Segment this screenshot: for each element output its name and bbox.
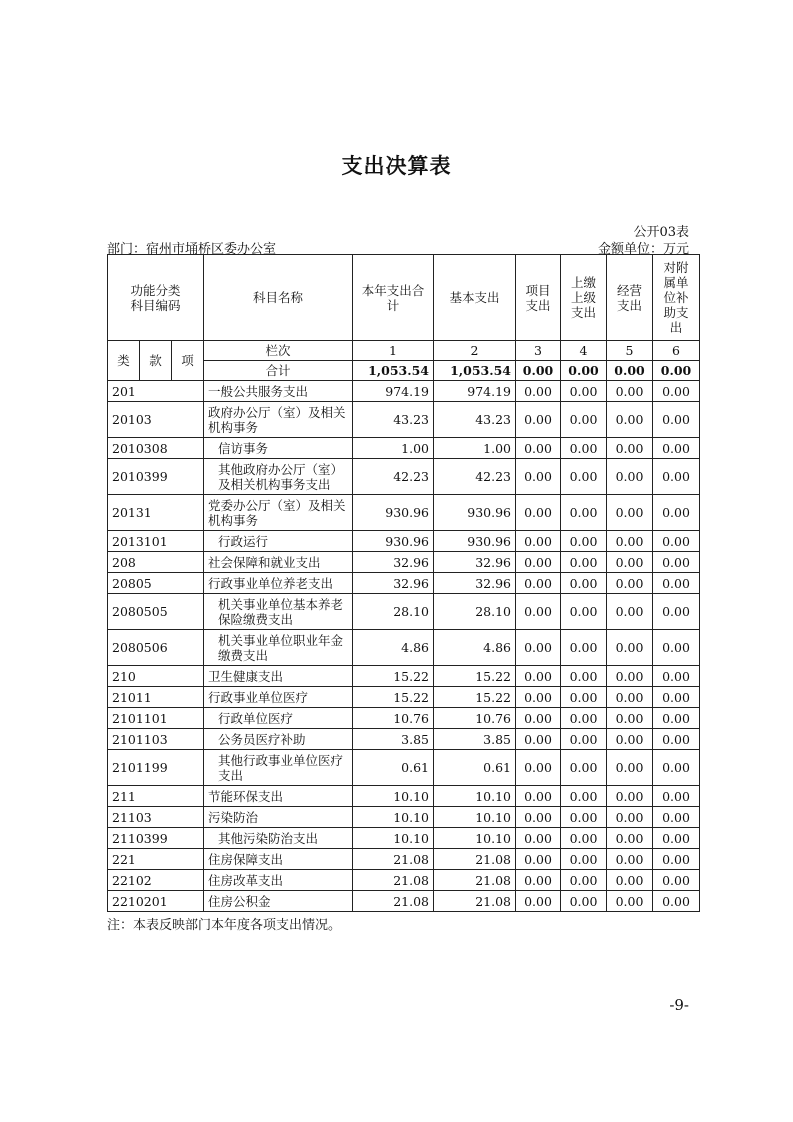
value-cell-4: 0.00 [561,786,607,807]
name-cell: 信访事务 [204,438,353,459]
value-cell-4: 0.00 [561,402,607,438]
value-cell-4: 0.00 [561,807,607,828]
value-cell-6: 0.00 [653,594,700,630]
code-cell: 2101199 [108,750,204,786]
value-cell-5: 0.00 [607,531,653,552]
table-row [108,891,700,912]
table-row [108,594,700,630]
col-num-4: 4 [561,341,607,361]
value-cell-6: 0.00 [653,891,700,912]
code-cell: 22102 [108,870,204,891]
total-value-4: 0.00 [561,361,607,381]
code-cell: 208 [108,552,204,573]
code-cell: 21103 [108,807,204,828]
value-cell-4: 0.00 [561,438,607,459]
code-cell: 2110399 [108,828,204,849]
value-cell-6: 0.00 [653,807,700,828]
value-cell-4: 0.00 [561,666,607,687]
table-row [108,531,700,552]
department-label: 部门：宿州市埇桥区委办公室 [107,242,277,257]
header-project: 项目支出 [516,255,561,341]
name-cell: 机关事业单位基本养老保险缴费支出 [204,594,353,630]
value-cell-5: 0.00 [607,381,653,402]
name-cell: 公务员医疗补助 [204,729,353,750]
header-lei: 类 [108,341,140,381]
value-cell-1: 42.23 [353,459,434,495]
table-row [108,666,700,687]
value-cell-3: 0.00 [516,786,561,807]
value-cell-5: 0.00 [607,870,653,891]
value-cell-2: 930.96 [434,495,516,531]
value-cell-5: 0.00 [607,495,653,531]
value-cell-3: 0.00 [516,870,561,891]
value-cell-2: 10.10 [434,786,516,807]
value-cell-1: 10.10 [353,807,434,828]
table-note: 注：本表反映部门本年度各项支出情况。 [107,918,342,933]
value-cell-5: 0.00 [607,828,653,849]
code-cell: 2080506 [108,630,204,666]
total-value-6: 0.00 [653,361,700,381]
value-cell-3: 0.00 [516,381,561,402]
value-cell-2: 1.00 [434,438,516,459]
header-upper: 上缴上级支出 [561,255,607,341]
value-cell-5: 0.00 [607,849,653,870]
code-cell: 2101101 [108,708,204,729]
table-row [108,630,700,666]
name-cell: 行政事业单位养老支出 [204,573,353,594]
value-cell-4: 0.00 [561,459,607,495]
table-row [108,687,700,708]
table-row [108,828,700,849]
value-cell-1: 10.10 [353,786,434,807]
code-cell: 2210201 [108,891,204,912]
name-cell: 卫生健康支出 [204,666,353,687]
value-cell-1: 3.85 [353,729,434,750]
value-cell-1: 4.86 [353,630,434,666]
name-cell: 住房保障支出 [204,849,353,870]
name-cell: 其他污染防治支出 [204,828,353,849]
expenditure-table [107,254,700,912]
value-cell-2: 10.10 [434,807,516,828]
table-row [108,381,700,402]
value-cell-1: 32.96 [353,552,434,573]
col-num-6: 6 [653,341,700,361]
header-name: 科目名称 [204,255,353,341]
value-cell-1: 21.08 [353,849,434,870]
table-row [108,495,700,531]
value-cell-1: 974.19 [353,381,434,402]
code-cell: 210 [108,666,204,687]
value-cell-2: 21.08 [434,870,516,891]
value-cell-4: 0.00 [561,594,607,630]
table-row [108,402,700,438]
header-xiang: 项 [172,341,204,381]
name-cell: 党委办公厅（室）及相关机构事务 [204,495,353,531]
value-cell-6: 0.00 [653,687,700,708]
value-cell-5: 0.00 [607,402,653,438]
value-cell-2: 0.61 [434,750,516,786]
value-cell-1: 28.10 [353,594,434,630]
value-cell-6: 0.00 [653,459,700,495]
value-cell-5: 0.00 [607,594,653,630]
name-cell: 污染防治 [204,807,353,828]
value-cell-2: 21.08 [434,849,516,870]
value-cell-3: 0.00 [516,402,561,438]
code-cell: 2080505 [108,594,204,630]
value-cell-2: 42.23 [434,459,516,495]
col-num-1: 1 [353,341,434,361]
value-cell-6: 0.00 [653,531,700,552]
value-cell-3: 0.00 [516,729,561,750]
value-cell-3: 0.00 [516,849,561,870]
value-cell-1: 15.22 [353,666,434,687]
total-value-5: 0.00 [607,361,653,381]
table-row [108,708,700,729]
value-cell-4: 0.00 [561,729,607,750]
name-cell: 一般公共服务支出 [204,381,353,402]
name-cell: 其他政府办公厅（室）及相关机构事务支出 [204,459,353,495]
value-cell-4: 0.00 [561,630,607,666]
col-num-3: 3 [516,341,561,361]
code-cell: 201 [108,381,204,402]
value-cell-6: 0.00 [653,495,700,531]
header-basic: 基本支出 [434,255,516,341]
total-label: 合计 [204,361,353,381]
code-cell: 20805 [108,573,204,594]
code-cell: 2010308 [108,438,204,459]
code-cell: 2101103 [108,729,204,750]
table-row [108,552,700,573]
value-cell-6: 0.00 [653,849,700,870]
value-cell-3: 0.00 [516,828,561,849]
value-cell-5: 0.00 [607,807,653,828]
header-business: 经营支出 [607,255,653,341]
value-cell-3: 0.00 [516,552,561,573]
value-cell-6: 0.00 [653,552,700,573]
value-cell-3: 0.00 [516,807,561,828]
total-value-3: 0.00 [516,361,561,381]
name-cell: 其他行政事业单位医疗支出 [204,750,353,786]
value-cell-6: 0.00 [653,438,700,459]
value-cell-6: 0.00 [653,402,700,438]
value-cell-3: 0.00 [516,594,561,630]
value-cell-4: 0.00 [561,552,607,573]
table-row [108,807,700,828]
table-row [108,849,700,870]
value-cell-2: 43.23 [434,402,516,438]
value-cell-4: 0.00 [561,708,607,729]
value-cell-5: 0.00 [607,891,653,912]
value-cell-3: 0.00 [516,891,561,912]
name-cell: 政府办公厅（室）及相关机构事务 [204,402,353,438]
value-cell-4: 0.00 [561,849,607,870]
value-cell-3: 0.00 [516,573,561,594]
name-cell: 社会保障和就业支出 [204,552,353,573]
value-cell-4: 0.00 [561,531,607,552]
value-cell-3: 0.00 [516,666,561,687]
value-cell-1: 15.22 [353,687,434,708]
value-cell-4: 0.00 [561,573,607,594]
col-num-2: 2 [434,341,516,361]
value-cell-2: 15.22 [434,687,516,708]
unit-label: 金额单位：万元 [597,242,689,257]
value-cell-1: 0.61 [353,750,434,786]
name-cell: 行政运行 [204,531,353,552]
value-cell-4: 0.00 [561,687,607,708]
header-kuan: 款 [140,341,172,381]
header-lanci: 栏次 [204,341,353,361]
value-cell-6: 0.00 [653,708,700,729]
value-cell-4: 0.00 [561,495,607,531]
value-cell-4: 0.00 [561,891,607,912]
column-number-row [108,341,700,361]
value-cell-6: 0.00 [653,870,700,891]
value-cell-6: 0.00 [653,666,700,687]
value-cell-4: 0.00 [561,381,607,402]
name-cell: 住房改革支出 [204,870,353,891]
table-row [108,459,700,495]
value-cell-1: 930.96 [353,531,434,552]
code-cell: 2013101 [108,531,204,552]
name-cell: 节能环保支出 [204,786,353,807]
form-number: 公开03表 [633,225,689,240]
value-cell-6: 0.00 [653,828,700,849]
value-cell-6: 0.00 [653,381,700,402]
value-cell-3: 0.00 [516,708,561,729]
header-subsidy: 对附属单位补助支出 [653,255,700,341]
value-cell-4: 0.00 [561,750,607,786]
value-cell-3: 0.00 [516,750,561,786]
value-cell-2: 930.96 [434,531,516,552]
name-cell: 住房公积金 [204,891,353,912]
header-func-class: 功能分类科目编码 [108,255,204,341]
value-cell-5: 0.00 [607,729,653,750]
value-cell-1: 21.08 [353,891,434,912]
header-total: 本年支出合计 [353,255,434,341]
name-cell: 行政事业单位医疗 [204,687,353,708]
value-cell-2: 32.96 [434,552,516,573]
code-cell: 211 [108,786,204,807]
value-cell-2: 28.10 [434,594,516,630]
value-cell-5: 0.00 [607,630,653,666]
page-number: -9- [669,996,689,1014]
value-cell-5: 0.00 [607,573,653,594]
value-cell-5: 0.00 [607,459,653,495]
value-cell-1: 10.76 [353,708,434,729]
value-cell-5: 0.00 [607,687,653,708]
value-cell-5: 0.00 [607,552,653,573]
value-cell-2: 974.19 [434,381,516,402]
value-cell-2: 10.10 [434,828,516,849]
value-cell-2: 10.76 [434,708,516,729]
code-cell: 221 [108,849,204,870]
value-cell-2: 4.86 [434,630,516,666]
value-cell-1: 21.08 [353,870,434,891]
value-cell-1: 32.96 [353,573,434,594]
value-cell-5: 0.00 [607,708,653,729]
table-row [108,438,700,459]
name-cell: 机关事业单位职业年金缴费支出 [204,630,353,666]
code-cell: 21011 [108,687,204,708]
table-row [108,573,700,594]
page-title: 支出决算表 [341,154,452,178]
col-num-5: 5 [607,341,653,361]
value-cell-1: 10.10 [353,828,434,849]
table-row [108,750,700,786]
value-cell-2: 21.08 [434,891,516,912]
value-cell-6: 0.00 [653,750,700,786]
value-cell-1: 1.00 [353,438,434,459]
value-cell-5: 0.00 [607,750,653,786]
value-cell-4: 0.00 [561,828,607,849]
value-cell-3: 0.00 [516,687,561,708]
value-cell-3: 0.00 [516,531,561,552]
table-row [108,870,700,891]
code-cell: 20103 [108,402,204,438]
value-cell-5: 0.00 [607,666,653,687]
value-cell-2: 32.96 [434,573,516,594]
value-cell-6: 0.00 [653,729,700,750]
value-cell-3: 0.00 [516,495,561,531]
code-cell: 2010399 [108,459,204,495]
value-cell-4: 0.00 [561,870,607,891]
table-row [108,786,700,807]
value-cell-5: 0.00 [607,786,653,807]
value-cell-3: 0.00 [516,438,561,459]
value-cell-6: 0.00 [653,630,700,666]
value-cell-2: 15.22 [434,666,516,687]
value-cell-1: 930.96 [353,495,434,531]
total-value-2: 1,053.54 [434,361,516,381]
value-cell-3: 0.00 [516,630,561,666]
value-cell-1: 43.23 [353,402,434,438]
value-cell-5: 0.00 [607,438,653,459]
total-value-1: 1,053.54 [353,361,434,381]
value-cell-6: 0.00 [653,786,700,807]
value-cell-3: 0.00 [516,459,561,495]
name-cell: 行政单位医疗 [204,708,353,729]
header-row [108,255,700,341]
code-cell: 20131 [108,495,204,531]
table-row [108,729,700,750]
value-cell-2: 3.85 [434,729,516,750]
value-cell-6: 0.00 [653,573,700,594]
